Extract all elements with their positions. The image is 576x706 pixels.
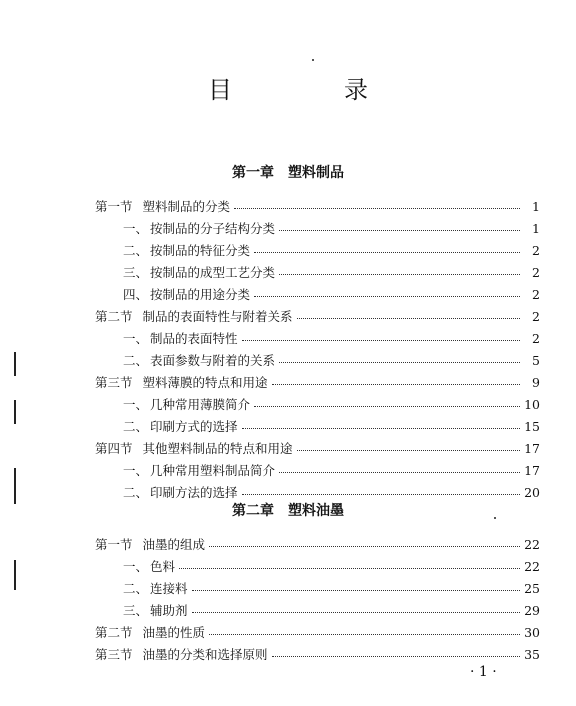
toc-entry[interactable] <box>95 600 540 620</box>
toc-entry-page: 2 <box>532 330 540 346</box>
toc-entry-page: 35 <box>524 646 540 662</box>
dot-leader <box>192 590 520 591</box>
toc-entry-page: 17 <box>524 462 540 478</box>
toc-entry[interactable] <box>95 240 540 260</box>
toc-entry-title: 按制品的特征分类 <box>150 243 251 258</box>
chapter-name: 塑料油墨 <box>288 503 344 519</box>
dot-leader <box>179 568 520 569</box>
dot-leader <box>192 612 520 613</box>
dot-leader <box>209 546 520 547</box>
toc-entry[interactable] <box>95 328 540 348</box>
toc-entry[interactable] <box>95 460 540 480</box>
toc-entry-title: 按制品的成型工艺分类 <box>150 265 276 280</box>
toc-entry-title: 按制品的用途分类 <box>150 287 251 302</box>
toc-entry-number: 二、 <box>123 353 149 368</box>
toc-entry-number: 一、 <box>123 463 149 478</box>
toc-entry-number: 一、 <box>123 331 149 346</box>
toc-entry[interactable] <box>95 534 540 554</box>
dot-leader <box>242 428 520 429</box>
toc-entry-number: 第三节 <box>95 647 133 662</box>
toc-entry-number: 二、 <box>123 243 149 258</box>
toc-entry-number: 二、 <box>123 419 149 434</box>
dot-leader <box>242 494 520 495</box>
toc-entry-number: 第四节 <box>95 441 133 456</box>
chapter-number: 第二章 <box>232 503 274 519</box>
toc-entry-page: 1 <box>532 198 540 214</box>
toc-entry-page: 25 <box>524 580 540 596</box>
toc-entry-page: 2 <box>532 286 540 302</box>
page-number: · 1 · <box>470 664 497 680</box>
toc-entry-number: 一、 <box>123 397 149 412</box>
toc-entry-number: 第三节 <box>95 375 133 390</box>
toc-entry-page: 29 <box>524 602 540 618</box>
dot-leader <box>254 406 520 407</box>
toc-entry-number: 四、 <box>123 287 149 302</box>
toc-entry-page: 17 <box>524 440 540 456</box>
toc-entry[interactable] <box>95 578 540 598</box>
chapter-number: 第一章 <box>232 165 274 181</box>
toc-entry-page: 10 <box>524 396 540 412</box>
dot-leader <box>254 296 520 297</box>
chapter-name: 塑料制品 <box>288 165 344 181</box>
toc-entry[interactable] <box>95 622 540 642</box>
toc-entry[interactable] <box>95 556 540 576</box>
dot-leader <box>279 230 520 231</box>
toc-entry-title: 连接料 <box>150 581 188 596</box>
scan-margin-mark <box>14 560 16 590</box>
toc-entry[interactable] <box>95 350 540 370</box>
toc-entry[interactable] <box>95 416 540 436</box>
toc-entry-title: 塑料薄膜的特点和用途 <box>142 375 268 390</box>
toc-entry-number: 二、 <box>123 485 149 500</box>
toc-entry-number: 二、 <box>123 581 149 596</box>
toc-entry[interactable] <box>95 482 540 502</box>
toc-entry[interactable] <box>95 394 540 414</box>
toc-entry-number: 第二节 <box>95 309 133 324</box>
dot-leader <box>242 340 520 341</box>
toc-entry-page: 15 <box>524 418 540 434</box>
toc-entry-number: 第一节 <box>95 537 133 552</box>
toc-entry[interactable] <box>95 218 540 238</box>
toc-entry-title: 制品的表面特性与附着关系 <box>142 309 293 324</box>
dot-leader <box>297 450 520 451</box>
chapter-heading <box>0 500 576 520</box>
chapter-heading <box>0 162 576 182</box>
toc-entry-page: 22 <box>524 536 540 552</box>
toc-entry-title: 油墨的性质 <box>142 625 206 640</box>
dot-leader <box>279 274 520 275</box>
page-title: 目 录 <box>208 76 412 104</box>
scan-margin-mark <box>14 352 16 376</box>
dot-leader <box>279 362 520 363</box>
toc-entry[interactable] <box>95 438 540 458</box>
toc-entry-title: 塑料制品的分类 <box>142 199 231 214</box>
toc-entry-title: 色料 <box>150 559 176 574</box>
toc-entry-page: 1 <box>532 220 540 236</box>
toc-entry-page: 22 <box>524 558 540 574</box>
toc-entry-page: 2 <box>532 264 540 280</box>
dot-leader <box>209 634 520 635</box>
toc-entry-title: 表面参数与附着的关系 <box>150 353 276 368</box>
toc-entry-page: 30 <box>524 624 540 640</box>
dot-leader <box>297 318 520 319</box>
toc-entry-number: 三、 <box>123 265 149 280</box>
toc-entry-number: 第二节 <box>95 625 133 640</box>
dot-leader <box>254 252 520 253</box>
toc-entry-number: 三、 <box>123 603 149 618</box>
toc-entry-title: 几种常用塑料制品简介 <box>150 463 276 478</box>
toc-entry[interactable] <box>95 196 540 216</box>
toc-entry-page: 2 <box>532 242 540 258</box>
toc-entry-title: 印刷方法的选择 <box>150 485 238 500</box>
toc-entry-title: 印刷方式的选择 <box>150 419 238 434</box>
toc-entry-number: 第一节 <box>95 199 133 214</box>
toc-entry-title: 油墨的组成 <box>142 537 206 552</box>
dot-leader <box>272 384 520 385</box>
toc-entry-page: 20 <box>524 484 540 500</box>
toc-entry-title: 辅助剂 <box>150 603 188 618</box>
toc-entry[interactable] <box>95 372 540 392</box>
scan-speck <box>312 59 314 61</box>
toc-entry-title: 按制品的分子结构分类 <box>150 221 276 236</box>
toc-entry-page: 9 <box>532 374 540 390</box>
toc-entry[interactable] <box>95 306 540 326</box>
toc-entry-page: 2 <box>532 308 540 324</box>
toc-entry[interactable] <box>95 284 540 304</box>
toc-entry-number: 一、 <box>123 221 149 236</box>
dot-leader <box>272 656 520 657</box>
scan-margin-mark <box>14 468 16 504</box>
toc-entry-title: 制品的表面特性 <box>150 331 238 346</box>
toc-entry-title: 油墨的分类和选择原则 <box>142 647 268 662</box>
scan-speck <box>494 517 496 519</box>
scan-margin-mark <box>14 400 16 424</box>
toc-entry[interactable] <box>95 262 540 282</box>
toc-entry-title: 其他塑料制品的特点和用途 <box>142 441 293 456</box>
dot-leader <box>279 472 520 473</box>
toc-entry-page: 5 <box>532 352 540 368</box>
toc-entry[interactable] <box>95 644 540 664</box>
dot-leader <box>234 208 520 209</box>
toc-entry-number: 一、 <box>123 559 149 574</box>
toc-entry-title: 几种常用薄膜简介 <box>150 397 251 412</box>
